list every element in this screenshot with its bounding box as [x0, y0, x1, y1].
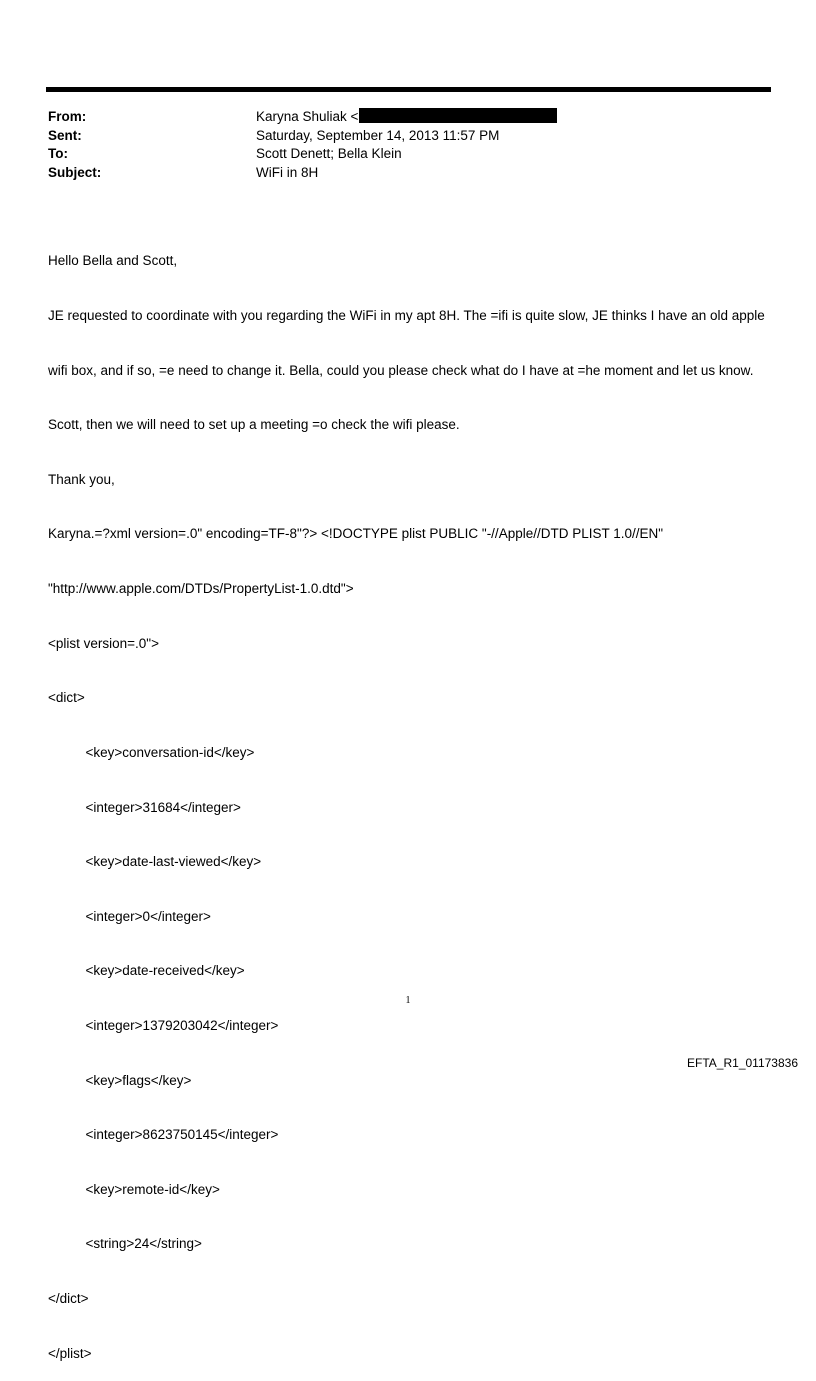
subject-label: Subject: [48, 164, 102, 180]
body-line: <key>conversation-id</key> [48, 744, 255, 760]
body-line: <key>date-last-viewed</key> [48, 854, 262, 870]
body-line: <key>remote-id</key> [48, 1181, 220, 1197]
from-label: From: [48, 109, 87, 124]
sent-row [48, 127, 768, 146]
body-line: <key>date-received</key> [48, 963, 245, 979]
body-line: <integer>31684</integer> [48, 799, 241, 815]
body-line: Scott, then we will need to set up a meeting =o check the wifi please. [48, 417, 460, 433]
body-line: Karyna.=?xml version=.0" encoding=TF-8"?> <!DOCTYPE plist PUBLIC "-//Apple//DTD PLIST 1.0//EN" [48, 526, 664, 542]
email-body [48, 216, 773, 1381]
sent-label: Sent: [48, 127, 82, 143]
page-number: 1 [405, 995, 411, 1006]
body-line: </plist> [48, 1345, 92, 1361]
body-line: <integer>1379203042</integer> [48, 1017, 279, 1033]
body-line: "http://www.apple.com/DTDs/PropertyList-1.0.dtd"> [48, 581, 354, 597]
body-line: </dict> [48, 1290, 89, 1306]
to-row [48, 145, 768, 164]
body-line: <plist version=.0"> [48, 635, 159, 651]
subject-row [48, 164, 768, 183]
body-line: <integer>0</integer> [48, 908, 211, 924]
to-value: Scott Denett; Bella Klein [256, 146, 402, 161]
from-name: Karyna Shuliak < [256, 109, 359, 124]
body-line: Hello Bella and Scott, [48, 253, 178, 269]
to-label: To: [48, 146, 68, 161]
from-value [256, 108, 768, 127]
body-line: <string>24</string> [48, 1236, 202, 1252]
body-line: <dict> [48, 690, 85, 706]
sent-value: Saturday, September 14, 2013 11:57 PM [256, 127, 500, 143]
email-header [48, 108, 768, 182]
redaction-bar [359, 108, 557, 123]
subject-value: WiFi in 8H [256, 164, 319, 180]
body-line: <key>flags</key> [48, 1072, 192, 1088]
from-row [48, 108, 768, 127]
header-rule [46, 87, 771, 92]
body-line: wifi box, and if so, =e need to change it. Bella, could you please check what do I have at =he moment and let us know. [48, 362, 754, 378]
body-line: JE requested to coordinate with you regarding the WiFi in my apt 8H. The =ifi is quite slow, JE thinks I have an old apple [48, 308, 765, 324]
body-line: <integer>8623750145</integer> [48, 1127, 279, 1143]
document-id: EFTA_R1_01173836 [687, 1056, 798, 1070]
body-line: Thank you, [48, 471, 115, 487]
